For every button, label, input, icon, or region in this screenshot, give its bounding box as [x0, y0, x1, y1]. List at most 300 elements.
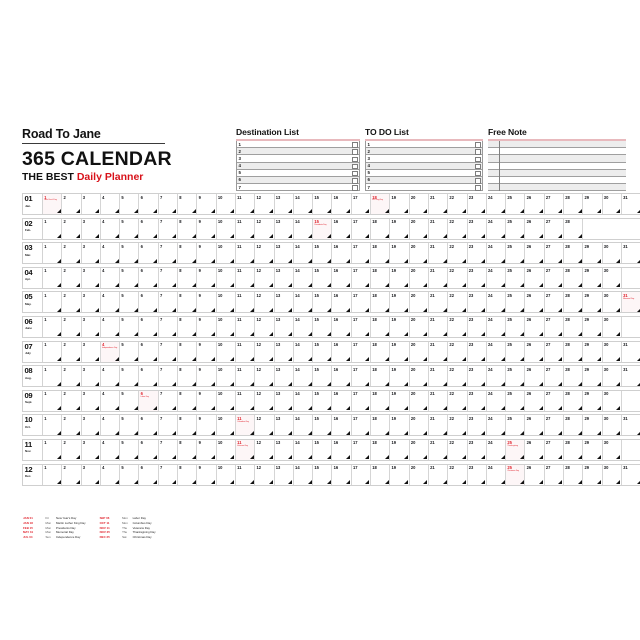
- day-cell[interactable]: [255, 219, 274, 239]
- day-cell[interactable]: [236, 366, 255, 386]
- day-cell[interactable]: [178, 268, 197, 288]
- day-cell[interactable]: [255, 194, 274, 214]
- day-cell[interactable]: [603, 342, 622, 362]
- todo-list-row[interactable]: [366, 184, 482, 190]
- day-cell[interactable]: [390, 243, 409, 263]
- day-cell[interactable]: [545, 415, 564, 435]
- todo-list-row[interactable]: [366, 141, 482, 148]
- day-cell[interactable]: [101, 194, 120, 214]
- day-cell[interactable]: [564, 342, 583, 362]
- day-cell[interactable]: [294, 219, 313, 239]
- day-cell[interactable]: [236, 317, 255, 337]
- day-cell[interactable]: [410, 194, 429, 214]
- day-cell[interactable]: [468, 366, 487, 386]
- day-cell[interactable]: [352, 317, 371, 337]
- day-cell[interactable]: [294, 342, 313, 362]
- day-cell[interactable]: [217, 342, 236, 362]
- todo-list-row-checkbox[interactable]: [475, 149, 480, 154]
- day-cell[interactable]: [390, 292, 409, 312]
- day-cell[interactable]: [506, 268, 525, 288]
- day-cell[interactable]: [603, 243, 622, 263]
- day-cell[interactable]: [448, 268, 467, 288]
- day-cell[interactable]: [197, 292, 216, 312]
- day-cell[interactable]: [448, 317, 467, 337]
- day-cell[interactable]: [332, 243, 351, 263]
- day-cell[interactable]: [410, 465, 429, 485]
- day-cell[interactable]: [622, 292, 640, 312]
- day-cell[interactable]: [448, 219, 467, 239]
- day-cell[interactable]: [410, 317, 429, 337]
- day-cell[interactable]: [43, 194, 62, 214]
- day-cell[interactable]: [390, 391, 409, 411]
- day-cell[interactable]: [622, 465, 640, 485]
- day-cell[interactable]: [448, 243, 467, 263]
- day-cell[interactable]: [545, 243, 564, 263]
- day-cell[interactable]: [178, 415, 197, 435]
- day-cell[interactable]: [352, 243, 371, 263]
- day-cell[interactable]: [545, 391, 564, 411]
- day-cell[interactable]: [622, 366, 640, 386]
- day-cell[interactable]: [371, 415, 390, 435]
- day-cell[interactable]: [545, 219, 564, 239]
- day-cell[interactable]: [178, 243, 197, 263]
- day-cell[interactable]: [294, 366, 313, 386]
- day-cell[interactable]: [352, 391, 371, 411]
- day-cell[interactable]: [468, 415, 487, 435]
- todo-list-row-checkbox[interactable]: [475, 164, 480, 169]
- day-cell[interactable]: [82, 219, 101, 239]
- destination-list-row-checkbox[interactable]: [352, 142, 357, 147]
- day-cell[interactable]: [332, 342, 351, 362]
- day-cell[interactable]: [410, 243, 429, 263]
- day-cell[interactable]: [275, 194, 294, 214]
- day-cell[interactable]: [352, 292, 371, 312]
- day-cell[interactable]: [217, 194, 236, 214]
- day-cell[interactable]: [390, 440, 409, 460]
- day-cell[interactable]: [82, 342, 101, 362]
- day-cell[interactable]: [371, 440, 390, 460]
- destination-list-row[interactable]: [237, 155, 359, 162]
- day-cell[interactable]: [159, 292, 178, 312]
- destination-list-row-checkbox[interactable]: [352, 149, 357, 154]
- day-cell[interactable]: [43, 366, 62, 386]
- day-cell[interactable]: [410, 268, 429, 288]
- day-cell[interactable]: [429, 292, 448, 312]
- todo-list-row-checkbox[interactable]: [475, 178, 480, 183]
- day-cell[interactable]: [82, 317, 101, 337]
- day-cell[interactable]: [101, 317, 120, 337]
- day-cell[interactable]: [120, 219, 139, 239]
- day-cell[interactable]: [255, 366, 274, 386]
- day-cell[interactable]: [313, 243, 332, 263]
- day-cell[interactable]: [62, 268, 81, 288]
- day-cell[interactable]: [275, 292, 294, 312]
- day-cell[interactable]: [236, 194, 255, 214]
- day-cell[interactable]: [603, 391, 622, 411]
- day-cell[interactable]: [410, 219, 429, 239]
- day-cell[interactable]: [622, 415, 640, 435]
- day-cell[interactable]: [506, 317, 525, 337]
- day-cell[interactable]: [159, 317, 178, 337]
- day-cell[interactable]: [545, 317, 564, 337]
- day-cell[interactable]: [82, 292, 101, 312]
- day-cell[interactable]: [139, 391, 158, 411]
- day-cell[interactable]: [217, 268, 236, 288]
- day-cell[interactable]: [62, 366, 81, 386]
- day-cell[interactable]: [217, 391, 236, 411]
- day-cell[interactable]: [313, 317, 332, 337]
- day-cell[interactable]: [197, 366, 216, 386]
- day-cell[interactable]: [603, 194, 622, 214]
- day-cell[interactable]: [429, 268, 448, 288]
- day-cell[interactable]: [371, 391, 390, 411]
- day-cell[interactable]: [545, 366, 564, 386]
- day-cell[interactable]: [506, 342, 525, 362]
- free-note-line[interactable]: [488, 141, 626, 148]
- day-cell[interactable]: [583, 342, 602, 362]
- day-cell[interactable]: [506, 366, 525, 386]
- day-cell[interactable]: [313, 415, 332, 435]
- day-cell[interactable]: [487, 366, 506, 386]
- day-cell[interactable]: [139, 292, 158, 312]
- day-cell[interactable]: [236, 465, 255, 485]
- day-cell[interactable]: [525, 440, 544, 460]
- day-cell[interactable]: [332, 317, 351, 337]
- day-cell[interactable]: [448, 415, 467, 435]
- day-cell[interactable]: [603, 415, 622, 435]
- day-cell[interactable]: [178, 219, 197, 239]
- day-cell[interactable]: [622, 194, 640, 214]
- day-cell[interactable]: [371, 366, 390, 386]
- day-cell[interactable]: [139, 317, 158, 337]
- day-cell[interactable]: [275, 268, 294, 288]
- day-cell[interactable]: [371, 194, 390, 214]
- day-cell[interactable]: [506, 292, 525, 312]
- day-cell[interactable]: [564, 243, 583, 263]
- day-cell[interactable]: [294, 440, 313, 460]
- day-cell[interactable]: [275, 342, 294, 362]
- day-cell[interactable]: [410, 440, 429, 460]
- day-cell[interactable]: [390, 194, 409, 214]
- day-cell[interactable]: [390, 366, 409, 386]
- day-cell[interactable]: [101, 342, 120, 362]
- day-cell[interactable]: [139, 219, 158, 239]
- free-note-line[interactable]: [488, 170, 626, 177]
- destination-list-row[interactable]: [237, 141, 359, 148]
- day-cell[interactable]: [101, 243, 120, 263]
- day-cell[interactable]: [583, 268, 602, 288]
- day-cell[interactable]: [583, 465, 602, 485]
- todo-list-row-checkbox[interactable]: [475, 185, 480, 190]
- day-cell[interactable]: [352, 342, 371, 362]
- day-cell[interactable]: [43, 292, 62, 312]
- day-cell[interactable]: [159, 268, 178, 288]
- day-cell[interactable]: [159, 415, 178, 435]
- day-cell[interactable]: [178, 391, 197, 411]
- day-cell[interactable]: [43, 243, 62, 263]
- day-cell[interactable]: [545, 292, 564, 312]
- day-cell[interactable]: [101, 268, 120, 288]
- day-cell[interactable]: [468, 465, 487, 485]
- day-cell[interactable]: [62, 415, 81, 435]
- day-cell[interactable]: [275, 317, 294, 337]
- day-cell[interactable]: [487, 268, 506, 288]
- day-cell[interactable]: [236, 342, 255, 362]
- day-cell[interactable]: [390, 219, 409, 239]
- day-cell[interactable]: [352, 268, 371, 288]
- day-cell[interactable]: [275, 415, 294, 435]
- day-cell[interactable]: [583, 440, 602, 460]
- day-cell[interactable]: [564, 194, 583, 214]
- day-cell[interactable]: [275, 465, 294, 485]
- day-cell[interactable]: [468, 440, 487, 460]
- destination-list-row[interactable]: [237, 184, 359, 190]
- day-cell[interactable]: [545, 440, 564, 460]
- day-cell[interactable]: [197, 243, 216, 263]
- free-note-line[interactable]: [488, 163, 626, 170]
- day-cell[interactable]: [506, 219, 525, 239]
- day-cell[interactable]: [525, 415, 544, 435]
- day-cell[interactable]: [352, 440, 371, 460]
- day-cell[interactable]: [603, 465, 622, 485]
- day-cell[interactable]: [525, 465, 544, 485]
- day-cell[interactable]: [139, 415, 158, 435]
- day-cell[interactable]: [236, 268, 255, 288]
- day-cell[interactable]: [159, 194, 178, 214]
- todo-list-row[interactable]: [366, 163, 482, 170]
- todo-list-row[interactable]: [366, 177, 482, 184]
- day-cell[interactable]: [62, 465, 81, 485]
- destination-list-row[interactable]: [237, 163, 359, 170]
- day-cell[interactable]: [410, 292, 429, 312]
- day-cell[interactable]: [197, 194, 216, 214]
- day-cell[interactable]: [255, 391, 274, 411]
- day-cell[interactable]: [313, 194, 332, 214]
- day-cell[interactable]: [178, 317, 197, 337]
- day-cell[interactable]: [120, 465, 139, 485]
- day-cell[interactable]: [583, 317, 602, 337]
- day-cell[interactable]: [275, 440, 294, 460]
- day-cell[interactable]: [255, 317, 274, 337]
- day-cell[interactable]: [82, 268, 101, 288]
- day-cell[interactable]: [236, 243, 255, 263]
- day-cell[interactable]: [622, 342, 640, 362]
- day-cell[interactable]: [197, 440, 216, 460]
- day-cell[interactable]: [352, 219, 371, 239]
- day-cell[interactable]: [468, 317, 487, 337]
- day-cell[interactable]: [294, 391, 313, 411]
- day-cell[interactable]: [197, 342, 216, 362]
- day-cell[interactable]: [525, 194, 544, 214]
- day-cell[interactable]: [294, 194, 313, 214]
- destination-list-row-checkbox[interactable]: [352, 185, 357, 190]
- day-cell[interactable]: [487, 465, 506, 485]
- day-cell[interactable]: [62, 440, 81, 460]
- day-cell[interactable]: [583, 366, 602, 386]
- day-cell[interactable]: [545, 194, 564, 214]
- day-cell[interactable]: [603, 292, 622, 312]
- day-cell[interactable]: [101, 292, 120, 312]
- day-cell[interactable]: [217, 440, 236, 460]
- day-cell[interactable]: [159, 465, 178, 485]
- destination-list-row[interactable]: [237, 148, 359, 155]
- free-note-line[interactable]: [488, 177, 626, 184]
- day-cell[interactable]: [371, 465, 390, 485]
- day-cell[interactable]: [120, 366, 139, 386]
- day-cell[interactable]: [275, 219, 294, 239]
- day-cell[interactable]: [217, 219, 236, 239]
- day-cell[interactable]: [197, 268, 216, 288]
- day-cell[interactable]: [448, 465, 467, 485]
- todo-list-row-checkbox[interactable]: [475, 142, 480, 147]
- day-cell[interactable]: [82, 465, 101, 485]
- todo-list-row-checkbox[interactable]: [475, 171, 480, 176]
- day-cell[interactable]: [603, 317, 622, 337]
- day-cell[interactable]: [352, 366, 371, 386]
- day-cell[interactable]: [564, 317, 583, 337]
- day-cell[interactable]: [120, 440, 139, 460]
- day-cell[interactable]: [139, 268, 158, 288]
- day-cell[interactable]: [448, 342, 467, 362]
- day-cell[interactable]: [101, 391, 120, 411]
- day-cell[interactable]: [352, 465, 371, 485]
- day-cell[interactable]: [622, 243, 640, 263]
- day-cell[interactable]: [332, 440, 351, 460]
- day-cell[interactable]: [43, 268, 62, 288]
- day-cell[interactable]: [332, 219, 351, 239]
- day-cell[interactable]: [255, 292, 274, 312]
- day-cell[interactable]: [429, 243, 448, 263]
- day-cell[interactable]: [525, 268, 544, 288]
- day-cell[interactable]: [448, 440, 467, 460]
- day-cell[interactable]: [236, 219, 255, 239]
- day-cell[interactable]: [603, 366, 622, 386]
- day-cell[interactable]: [390, 465, 409, 485]
- day-cell[interactable]: [429, 391, 448, 411]
- day-cell[interactable]: [564, 219, 583, 239]
- day-cell[interactable]: [487, 342, 506, 362]
- day-cell[interactable]: [583, 415, 602, 435]
- day-cell[interactable]: [525, 243, 544, 263]
- day-cell[interactable]: [313, 292, 332, 312]
- day-cell[interactable]: [583, 292, 602, 312]
- destination-list-row-checkbox[interactable]: [352, 178, 357, 183]
- day-cell[interactable]: [139, 440, 158, 460]
- day-cell[interactable]: [62, 292, 81, 312]
- day-cell[interactable]: [429, 342, 448, 362]
- day-cell[interactable]: [313, 465, 332, 485]
- day-cell[interactable]: [197, 465, 216, 485]
- day-cell[interactable]: [294, 243, 313, 263]
- day-cell[interactable]: [255, 342, 274, 362]
- day-cell[interactable]: [352, 415, 371, 435]
- day-cell[interactable]: [545, 268, 564, 288]
- todo-list-row[interactable]: [366, 170, 482, 177]
- day-cell[interactable]: [448, 366, 467, 386]
- day-cell[interactable]: [429, 366, 448, 386]
- day-cell[interactable]: [468, 342, 487, 362]
- day-cell[interactable]: [275, 243, 294, 263]
- day-cell[interactable]: [62, 194, 81, 214]
- day-cell[interactable]: [371, 268, 390, 288]
- day-cell[interactable]: [197, 415, 216, 435]
- day-cell[interactable]: [197, 391, 216, 411]
- day-cell[interactable]: [178, 292, 197, 312]
- day-cell[interactable]: [332, 268, 351, 288]
- day-cell[interactable]: [564, 366, 583, 386]
- day-cell[interactable]: [468, 243, 487, 263]
- day-cell[interactable]: [159, 243, 178, 263]
- day-cell[interactable]: [603, 440, 622, 460]
- day-cell[interactable]: [101, 366, 120, 386]
- day-cell[interactable]: [159, 366, 178, 386]
- day-cell[interactable]: [82, 194, 101, 214]
- day-cell[interactable]: [332, 292, 351, 312]
- day-cell[interactable]: [468, 292, 487, 312]
- day-cell[interactable]: [159, 342, 178, 362]
- day-cell[interactable]: [564, 465, 583, 485]
- day-cell[interactable]: [62, 391, 81, 411]
- day-cell[interactable]: [371, 317, 390, 337]
- day-cell[interactable]: [82, 366, 101, 386]
- free-note-line[interactable]: [488, 155, 626, 162]
- day-cell[interactable]: [217, 292, 236, 312]
- day-cell[interactable]: [294, 415, 313, 435]
- day-cell[interactable]: [313, 391, 332, 411]
- destination-list-row[interactable]: [237, 170, 359, 177]
- day-cell[interactable]: [332, 366, 351, 386]
- day-cell[interactable]: [294, 292, 313, 312]
- day-cell[interactable]: [255, 440, 274, 460]
- free-note-line[interactable]: [488, 184, 626, 191]
- day-cell[interactable]: [62, 342, 81, 362]
- day-cell[interactable]: [506, 391, 525, 411]
- day-cell[interactable]: [217, 415, 236, 435]
- day-cell[interactable]: [487, 292, 506, 312]
- day-cell[interactable]: [583, 194, 602, 214]
- day-cell[interactable]: [236, 391, 255, 411]
- day-cell[interactable]: [82, 391, 101, 411]
- day-cell[interactable]: [506, 440, 525, 460]
- day-cell[interactable]: [101, 465, 120, 485]
- day-cell[interactable]: [120, 317, 139, 337]
- day-cell[interactable]: [236, 415, 255, 435]
- day-cell[interactable]: [583, 243, 602, 263]
- day-cell[interactable]: [139, 342, 158, 362]
- day-cell[interactable]: [371, 292, 390, 312]
- day-cell[interactable]: [62, 219, 81, 239]
- day-cell[interactable]: [410, 366, 429, 386]
- todo-list-row[interactable]: [366, 148, 482, 155]
- day-cell[interactable]: [564, 292, 583, 312]
- day-cell[interactable]: [82, 415, 101, 435]
- day-cell[interactable]: [101, 415, 120, 435]
- day-cell[interactable]: [120, 268, 139, 288]
- day-cell[interactable]: [506, 194, 525, 214]
- day-cell[interactable]: [62, 317, 81, 337]
- day-cell[interactable]: [603, 268, 622, 288]
- day-cell[interactable]: [429, 440, 448, 460]
- day-cell[interactable]: [43, 465, 62, 485]
- day-cell[interactable]: [120, 342, 139, 362]
- day-cell[interactable]: [332, 465, 351, 485]
- day-cell[interactable]: [255, 268, 274, 288]
- day-cell[interactable]: [410, 415, 429, 435]
- day-cell[interactable]: [564, 440, 583, 460]
- day-cell[interactable]: [275, 366, 294, 386]
- day-cell[interactable]: [564, 268, 583, 288]
- destination-list-row-checkbox[interactable]: [352, 164, 357, 169]
